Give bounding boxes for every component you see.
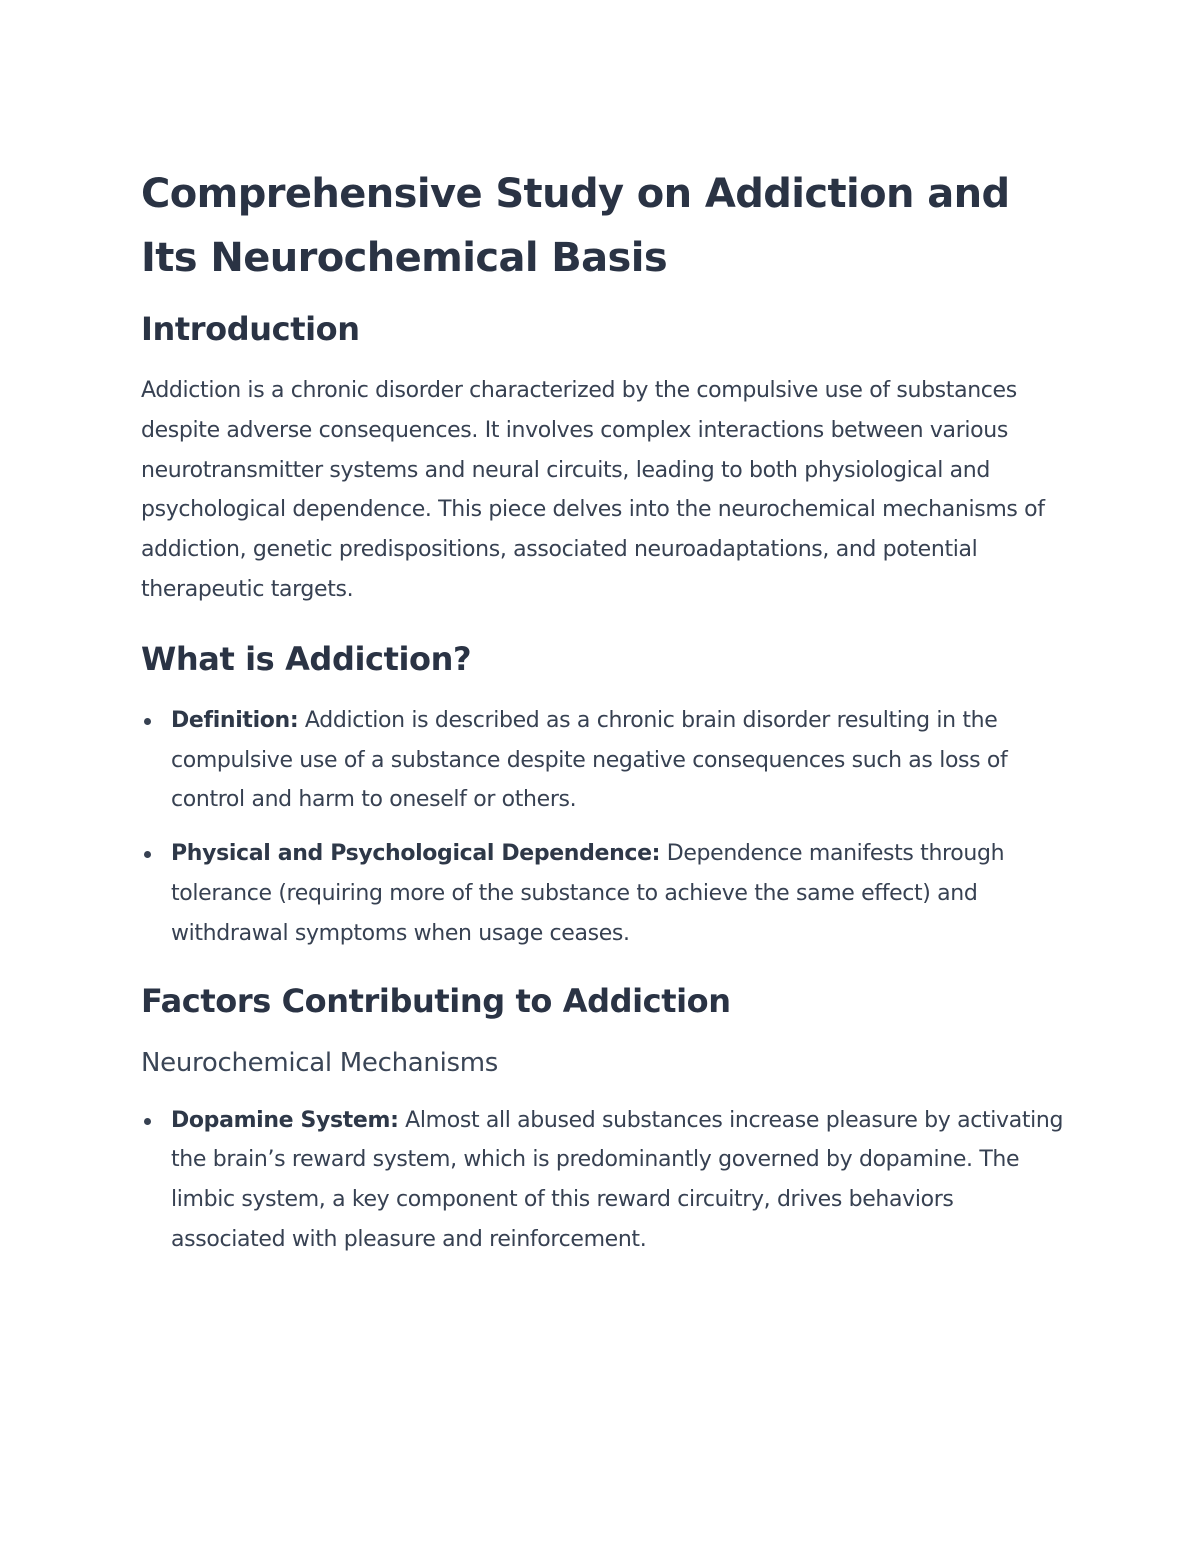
list-item-term: Physical and Psychological Dependence:: [171, 841, 661, 867]
bullet-icon: [144, 718, 151, 725]
list-item-text: Addiction is described as a chronic brain disorder resulting in the compulsive use of a substance despite negative consequences such as loss of control and harm to oneself or others.: [171, 707, 1008, 813]
what-is-addiction-heading: What is Addiction?: [141, 639, 472, 678]
list-item-term: Definition:: [171, 707, 299, 733]
introduction-paragraph: Addiction is a chronic disorder characterized by the compulsive use of substances despite adverse consequences. It involves complex interactions between various neurotransmitter systems and neural circuits, leading to both physiological and psychological dependence. This piece delves into the neurochemical mechanisms of addiction, genetic predispositions, associated neuroadaptations, and potential therapeutic targets.: [141, 378, 1045, 602]
neurochemical-mechanisms-heading: Neurochemical Mechanisms: [141, 1047, 499, 1078]
list-item-dependence: [141, 834, 1071, 953]
neurochemical-mechanisms-list: [141, 1101, 1071, 1260]
what-is-addiction-list: [141, 701, 1071, 954]
bullet-icon: [144, 851, 151, 858]
document-title: Comprehensive Study on Addiction and Its Neurochemical Basis: [141, 171, 1010, 281]
list-item-definition: [141, 701, 1071, 820]
list-item-term: Dopamine System:: [171, 1107, 399, 1133]
list-item-text: Almost all abused substances increase pleasure by activating the brain’s reward system, which is predominantly governed by dopamine. The limbic system, a key component of this reward circuitry, drives behaviors associated with pleasure and reinforcement.: [171, 1107, 1064, 1252]
factors-heading: Factors Contributing to Addiction: [141, 981, 731, 1020]
list-item-dopamine-system: [141, 1101, 1071, 1260]
bullet-icon: [144, 1118, 151, 1125]
list-item-text: Dependence manifests through tolerance (requiring more of the substance to achieve the same effect) and withdrawal symptoms when usage ceases.: [171, 841, 1005, 946]
introduction-heading: Introduction: [141, 310, 360, 348]
document-page: [141, 162, 1071, 1260]
